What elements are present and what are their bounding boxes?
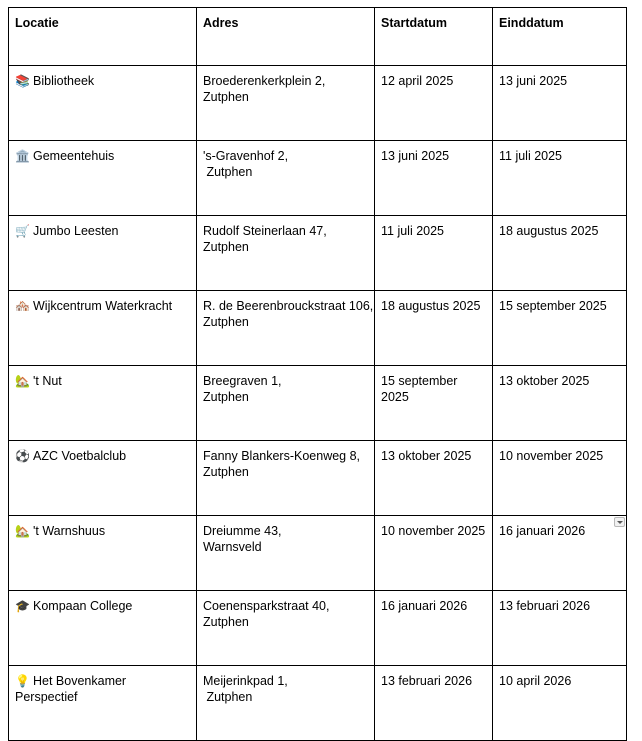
cell-location[interactable] (9, 66, 197, 141)
light-bulb-icon: 💡 (15, 674, 30, 688)
cell-einddatum[interactable] (493, 666, 627, 741)
table-row (9, 591, 627, 666)
cell-einddatum[interactable] (493, 141, 627, 216)
address-city: Zutphen (203, 315, 249, 329)
cell-startdatum[interactable] (375, 141, 493, 216)
cell-einddatum[interactable] (493, 441, 627, 516)
address-city: Zutphen (203, 615, 249, 629)
classical-building-icon: 🏛️ (15, 149, 30, 163)
houses-icon: 🏘️ (15, 299, 30, 313)
cell-address[interactable] (197, 66, 375, 141)
cell-startdatum[interactable] (375, 591, 493, 666)
cell-einddatum[interactable] (493, 291, 627, 366)
table-row (9, 141, 627, 216)
address-street: Dreiumme 43, (203, 524, 282, 538)
cell-address[interactable] (197, 516, 375, 591)
location-name: 't Warnshuus (33, 524, 106, 538)
address-street: Meijerinkpad 1, (203, 674, 288, 688)
end-date: 18 augustus 2025 (499, 224, 599, 238)
cell-startdatum[interactable] (375, 366, 493, 441)
end-date: 16 januari 2026 (499, 524, 586, 538)
location-name: Bibliotheek (33, 74, 95, 88)
start-date: 15 september 2025 (381, 374, 458, 404)
cell-einddatum[interactable] (493, 216, 627, 291)
address-street: 's-Gravenhof 2, (203, 149, 289, 163)
location-name: Kompaan College (33, 599, 133, 613)
address-street: Fanny Blankers-Koenweg 8, (203, 449, 361, 463)
table-row (9, 441, 627, 516)
location-name: AZC Voetbalclub (33, 449, 127, 463)
address-city: Zutphen (203, 390, 249, 404)
house-with-garden-icon: 🏡 (15, 524, 30, 538)
header-einddatum[interactable]: Einddatum (493, 8, 627, 66)
header-row (9, 8, 627, 66)
end-date: 10 april 2026 (499, 674, 572, 688)
cell-startdatum[interactable] (375, 66, 493, 141)
location-name: Gemeentehuis (33, 149, 115, 163)
dropdown-arrow-icon[interactable] (614, 517, 625, 527)
location-name: Jumbo Leesten (33, 224, 119, 238)
address-city: Zutphen (203, 90, 249, 104)
end-date: 13 juni 2025 (499, 74, 568, 88)
cell-startdatum[interactable] (375, 291, 493, 366)
cell-address[interactable] (197, 441, 375, 516)
books-icon: 📚 (15, 74, 30, 88)
start-date: 13 februari 2026 (381, 674, 473, 688)
address-city: Zutphen (203, 465, 249, 479)
location-name: Wijkcentrum Waterkracht (33, 299, 173, 313)
cell-location[interactable] (9, 516, 197, 591)
cell-address[interactable] (197, 141, 375, 216)
address-street: Coenensparkstraat 40, (203, 599, 330, 613)
cell-address[interactable] (197, 216, 375, 291)
address-street: Breegraven 1, (203, 374, 282, 388)
start-date: 10 november 2025 (381, 524, 486, 538)
location-name: 't Nut (33, 374, 62, 388)
location-name: Het Bovenkamer Perspectief (15, 674, 127, 704)
end-date: 10 november 2025 (499, 449, 604, 463)
header-adres[interactable]: Adres (197, 8, 375, 66)
house-with-garden-icon: 🏡 (15, 374, 30, 388)
header-locatie[interactable]: Locatie (9, 8, 197, 66)
cell-location[interactable] (9, 291, 197, 366)
address-city: Zutphen (203, 165, 253, 179)
cell-einddatum[interactable] (493, 516, 627, 591)
table-row (9, 66, 627, 141)
cell-address[interactable] (197, 591, 375, 666)
address-street: Rudolf Steinerlaan 47, (203, 224, 327, 238)
cell-location[interactable] (9, 216, 197, 291)
start-date: 11 juli 2025 (381, 224, 445, 238)
table-row (9, 366, 627, 441)
cell-location[interactable] (9, 591, 197, 666)
address-street: Broederenkerkplein 2, (203, 74, 326, 88)
cell-address[interactable] (197, 291, 375, 366)
start-date: 16 januari 2026 (381, 599, 468, 613)
start-date: 13 oktober 2025 (381, 449, 472, 463)
cell-startdatum[interactable] (375, 441, 493, 516)
shopping-cart-icon: 🛒 (15, 224, 30, 238)
cell-address[interactable] (197, 366, 375, 441)
cell-einddatum[interactable] (493, 366, 627, 441)
end-date: 13 oktober 2025 (499, 374, 590, 388)
address-city: Zutphen (203, 240, 249, 254)
address-city: Zutphen (203, 690, 253, 704)
cell-location[interactable] (9, 141, 197, 216)
cell-location[interactable] (9, 441, 197, 516)
cell-location[interactable] (9, 366, 197, 441)
address-street: R. de Beerenbrouckstraat 106, (203, 299, 374, 313)
cell-address[interactable] (197, 666, 375, 741)
address-city: Warnsveld (203, 540, 262, 554)
end-date: 15 september 2025 (499, 299, 607, 313)
table-row (9, 516, 627, 591)
start-date: 13 juni 2025 (381, 149, 450, 163)
start-date: 12 april 2025 (381, 74, 454, 88)
cell-startdatum[interactable] (375, 216, 493, 291)
start-date: 18 augustus 2025 (381, 299, 481, 313)
table-row (9, 666, 627, 741)
cell-einddatum[interactable] (493, 591, 627, 666)
end-date: 13 februari 2026 (499, 599, 591, 613)
table-row (9, 291, 627, 366)
cell-startdatum[interactable] (375, 516, 493, 591)
end-date: 11 juli 2025 (499, 149, 563, 163)
graduation-cap-icon: 🎓 (15, 599, 30, 613)
table-row (9, 216, 627, 291)
cell-location[interactable] (9, 666, 197, 741)
schedule-table (8, 7, 627, 741)
header-startdatum[interactable]: Startdatum (375, 8, 493, 66)
soccer-ball-icon: ⚽ (15, 449, 30, 463)
cell-startdatum[interactable] (375, 666, 493, 741)
cell-einddatum[interactable] (493, 66, 627, 141)
